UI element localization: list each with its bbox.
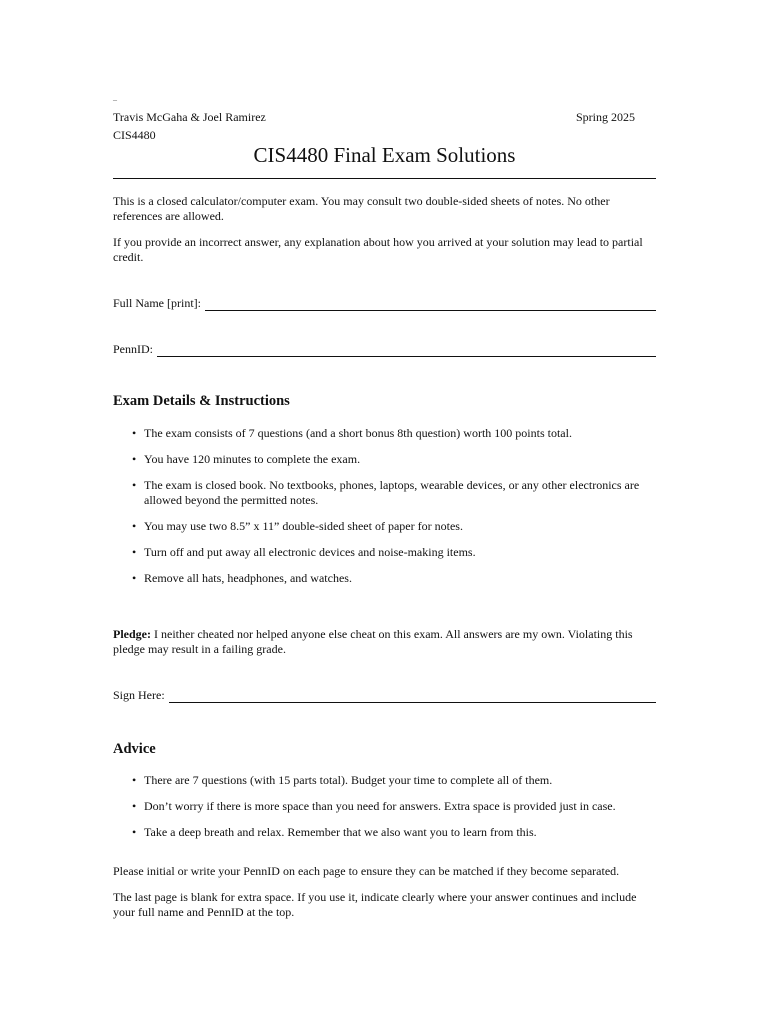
full-name-input-line[interactable] <box>205 300 656 311</box>
exam-cover-page <box>113 0 656 1024</box>
advice-heading: Advice <box>113 741 156 757</box>
full-name-field[interactable] <box>113 296 656 311</box>
full-name-label: Full Name [print]: <box>113 296 201 310</box>
intro-paragraph-1: This is a closed calculator/computer exam. You may consult two double-sided sheets of notes. No other references are allowed. <box>113 194 610 223</box>
sign-label: Sign Here: <box>113 688 165 702</box>
authors: Travis McGaha & Joel Ramirez <box>113 110 266 124</box>
instructions-heading: Exam Details & Instructions <box>113 393 290 409</box>
list-item: • There are 7 questions (with 15 parts total). Budget your time to complete all of them. <box>113 773 656 788</box>
list-item: • You may use two 8.5” x 11” double-sided sheet of paper for notes. <box>113 519 656 534</box>
header-mark: – <box>113 95 117 104</box>
list-item: • Turn off and put away all electronic devices and noise-making items. <box>113 545 656 560</box>
list-item: • Take a deep breath and relax. Remember that we also want you to learn from this. <box>113 825 656 840</box>
list-item: • The exam is closed book. No textbooks, phones, laptops, wearable devices, or any other electronics are allowed beyond the permitted notes. <box>113 478 656 508</box>
footer-paragraph-1: Please initial or write your PennID on each page to ensure they can be matched if they become separated. <box>113 864 620 878</box>
footer-paragraph-2: The last page is blank for extra space. If you use it, indicate clearly where your answer continues and include your full name and PennID at the top. <box>113 890 637 919</box>
signature-input-line[interactable] <box>169 692 656 703</box>
list-item: • Don’t worry if there is more space than you need for answers. Extra space is provided just in case. <box>113 799 656 814</box>
intro-paragraph-2: If you provide an incorrect answer, any explanation about how you arrived at your solution may lead to partial credit. <box>113 235 643 264</box>
list-item: • The exam consists of 7 questions (and a short bonus 8th question) worth 100 points total. <box>113 426 656 441</box>
instructions-list <box>113 426 656 597</box>
advice-list <box>113 773 656 851</box>
signature-field[interactable] <box>113 688 656 703</box>
course-code: CIS4480 <box>113 128 156 142</box>
pennid-field[interactable] <box>113 342 656 357</box>
pennid-input-line[interactable] <box>157 346 656 357</box>
pledge-paragraph <box>113 627 643 657</box>
pennid-label: PennID: <box>113 342 153 356</box>
title-divider <box>113 178 656 179</box>
term: Spring 2025 <box>575 110 635 124</box>
pledge-text: I neither cheated nor helped anyone else cheat on this exam. All answers are my own. Violating this pledge may result in a failing grade. <box>113 627 633 656</box>
list-item: • You have 120 minutes to complete the exam. <box>113 452 656 467</box>
pledge-label: Pledge: <box>113 627 151 641</box>
page-title: CIS4480 Final Exam Solutions <box>253 143 516 167</box>
list-item: • Remove all hats, headphones, and watches. <box>113 571 656 586</box>
